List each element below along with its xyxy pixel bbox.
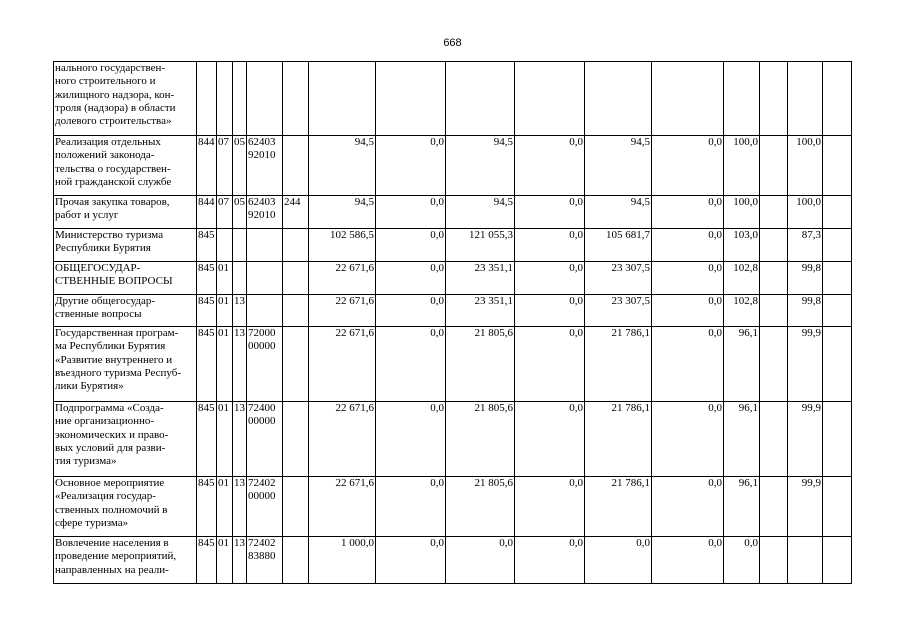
target-article-code: 72402 00000	[247, 477, 283, 537]
grbs-code	[197, 62, 217, 136]
row-name: Прочая закупка товаров, работ и услуг	[54, 196, 197, 229]
row-name: ОБЩЕГОСУДАР- СТВЕННЫЕ ВОПРОСЫ	[54, 262, 197, 295]
target-article-code: 72402 83880	[247, 537, 283, 584]
amount-cell	[585, 62, 652, 136]
subsection-code: 13	[233, 402, 247, 477]
row-name: нального государствен- ного строительного и жилищного надзора, кон- троля (надзора) в области долевого строительства»	[54, 62, 197, 136]
amount-cell: 0,0	[652, 327, 724, 402]
expense-type-code	[283, 402, 309, 477]
expense-type-code	[283, 327, 309, 402]
empty-cell	[760, 327, 788, 402]
amount-cell: 0,0	[652, 196, 724, 229]
amount-cell: 94,5	[309, 136, 376, 196]
row-name: Вовлечение населения в проведение мероприятий, направленных на реали-	[54, 537, 197, 584]
table-row	[54, 327, 852, 402]
empty-cell	[760, 136, 788, 196]
subsection-code	[233, 62, 247, 136]
percent-cell	[788, 537, 823, 584]
amount-cell: 21 786,1	[585, 402, 652, 477]
amount-cell	[376, 62, 446, 136]
amount-cell: 0,0	[652, 136, 724, 196]
section-code	[217, 229, 233, 262]
amount-cell: 22 671,6	[309, 402, 376, 477]
subsection-code	[233, 229, 247, 262]
amount-cell: 0,0	[376, 262, 446, 295]
amount-cell: 23 307,5	[585, 295, 652, 327]
table-row	[54, 262, 852, 295]
empty-cell	[823, 262, 852, 295]
percent-cell: 103,0	[724, 229, 760, 262]
expense-type-code	[283, 537, 309, 584]
section-code: 07	[217, 136, 233, 196]
amount-cell: 21 786,1	[585, 477, 652, 537]
section-code: 01	[217, 402, 233, 477]
amount-cell: 0,0	[515, 327, 585, 402]
target-article-code	[247, 262, 283, 295]
empty-cell	[823, 327, 852, 402]
subsection-code: 13	[233, 477, 247, 537]
amount-cell	[309, 62, 376, 136]
empty-cell	[760, 402, 788, 477]
amount-cell: 0,0	[515, 477, 585, 537]
section-code: 01	[217, 537, 233, 584]
percent-cell: 0,0	[724, 537, 760, 584]
section-code: 01	[217, 477, 233, 537]
expense-type-code	[283, 477, 309, 537]
target-article-code	[247, 62, 283, 136]
percent-cell: 99,9	[788, 477, 823, 537]
section-code: 01	[217, 295, 233, 327]
amount-cell: 0,0	[376, 136, 446, 196]
percent-cell: 100,0	[788, 196, 823, 229]
amount-cell: 0,0	[376, 402, 446, 477]
target-article-code: 72400 00000	[247, 402, 283, 477]
empty-cell	[823, 62, 852, 136]
percent-cell: 99,8	[788, 295, 823, 327]
amount-cell: 0,0	[652, 262, 724, 295]
subsection-code: 13	[233, 295, 247, 327]
amount-cell: 22 671,6	[309, 327, 376, 402]
grbs-code: 845	[197, 229, 217, 262]
amount-cell: 0,0	[652, 537, 724, 584]
amount-cell: 0,0	[376, 295, 446, 327]
amount-cell: 23 351,1	[446, 262, 515, 295]
grbs-code: 845	[197, 477, 217, 537]
target-article-code: 72000 00000	[247, 327, 283, 402]
target-article-code	[247, 295, 283, 327]
amount-cell: 0,0	[515, 262, 585, 295]
percent-cell: 102,8	[724, 262, 760, 295]
percent-cell: 100,0	[788, 136, 823, 196]
section-code: 07	[217, 196, 233, 229]
empty-cell	[823, 229, 852, 262]
amount-cell: 0,0	[585, 537, 652, 584]
target-article-code	[247, 229, 283, 262]
amount-cell: 0,0	[446, 537, 515, 584]
amount-cell: 0,0	[652, 402, 724, 477]
subsection-code: 13	[233, 537, 247, 584]
amount-cell: 102 586,5	[309, 229, 376, 262]
row-name: Подпрограмма «Созда- ние организационно- экономических и право- вых условий для разви- тия туризма»	[54, 402, 197, 477]
table-row	[54, 537, 852, 584]
table-row	[54, 477, 852, 537]
amount-cell: 0,0	[376, 229, 446, 262]
amount-cell: 0,0	[652, 229, 724, 262]
percent-cell: 99,9	[788, 327, 823, 402]
subsection-code: 05	[233, 196, 247, 229]
grbs-code: 845	[197, 402, 217, 477]
empty-cell	[823, 537, 852, 584]
table-row	[54, 402, 852, 477]
amount-cell: 94,5	[585, 196, 652, 229]
table-row	[54, 62, 852, 136]
amount-cell: 21 786,1	[585, 327, 652, 402]
table-row	[54, 196, 852, 229]
section-code	[217, 62, 233, 136]
amount-cell	[446, 62, 515, 136]
budget-table	[53, 61, 852, 584]
amount-cell: 0,0	[376, 477, 446, 537]
row-name: Реализация отдельных положений законода- тельства о государствен- ной гражданской службе	[54, 136, 197, 196]
amount-cell: 0,0	[652, 477, 724, 537]
grbs-code: 845	[197, 262, 217, 295]
empty-cell	[760, 229, 788, 262]
empty-cell	[823, 196, 852, 229]
percent-cell: 87,3	[788, 229, 823, 262]
percent-cell: 96,1	[724, 402, 760, 477]
amount-cell: 0,0	[376, 537, 446, 584]
amount-cell: 0,0	[515, 136, 585, 196]
amount-cell: 0,0	[515, 295, 585, 327]
target-article-code: 62403 92010	[247, 196, 283, 229]
amount-cell	[652, 62, 724, 136]
empty-cell	[823, 295, 852, 327]
amount-cell: 105 681,7	[585, 229, 652, 262]
grbs-code: 844	[197, 136, 217, 196]
table-row	[54, 295, 852, 327]
amount-cell: 0,0	[515, 196, 585, 229]
amount-cell: 0,0	[376, 327, 446, 402]
grbs-code: 844	[197, 196, 217, 229]
empty-cell	[760, 477, 788, 537]
amount-cell: 0,0	[376, 196, 446, 229]
percent-cell: 96,1	[724, 327, 760, 402]
target-article-code: 62403 92010	[247, 136, 283, 196]
empty-cell	[760, 295, 788, 327]
amount-cell: 94,5	[446, 136, 515, 196]
empty-cell	[823, 477, 852, 537]
amount-cell: 22 671,6	[309, 295, 376, 327]
amount-cell: 94,5	[446, 196, 515, 229]
percent-cell: 100,0	[724, 136, 760, 196]
empty-cell	[760, 62, 788, 136]
subsection-code: 13	[233, 327, 247, 402]
amount-cell: 21 805,6	[446, 402, 515, 477]
expense-type-code	[283, 295, 309, 327]
amount-cell: 0,0	[515, 229, 585, 262]
amount-cell: 94,5	[309, 196, 376, 229]
expense-type-code	[283, 229, 309, 262]
expense-type-code	[283, 62, 309, 136]
amount-cell: 21 805,6	[446, 477, 515, 537]
percent-cell: 99,9	[788, 402, 823, 477]
percent-cell	[724, 62, 760, 136]
amount-cell: 22 671,6	[309, 477, 376, 537]
row-name: Министерство туризма Республики Бурятия	[54, 229, 197, 262]
amount-cell: 23 351,1	[446, 295, 515, 327]
section-code: 01	[217, 327, 233, 402]
grbs-code: 845	[197, 295, 217, 327]
amount-cell: 0,0	[652, 295, 724, 327]
empty-cell	[760, 537, 788, 584]
amount-cell: 22 671,6	[309, 262, 376, 295]
section-code: 01	[217, 262, 233, 295]
empty-cell	[823, 136, 852, 196]
row-name: Государственная програм- ма Республики Бурятия «Развитие внутреннего и въездного туризма Респуб- лики Бурятия»	[54, 327, 197, 402]
expense-type-code	[283, 136, 309, 196]
grbs-code: 845	[197, 327, 217, 402]
expense-type-code: 244	[283, 196, 309, 229]
subsection-code: 05	[233, 136, 247, 196]
amount-cell: 23 307,5	[585, 262, 652, 295]
empty-cell	[760, 196, 788, 229]
amount-cell	[515, 62, 585, 136]
amount-cell: 0,0	[515, 537, 585, 584]
amount-cell: 121 055,3	[446, 229, 515, 262]
expense-type-code	[283, 262, 309, 295]
empty-cell	[823, 402, 852, 477]
grbs-code: 845	[197, 537, 217, 584]
table-row	[54, 229, 852, 262]
page-number: 668	[443, 37, 462, 49]
percent-cell: 102,8	[724, 295, 760, 327]
empty-cell	[760, 262, 788, 295]
amount-cell: 21 805,6	[446, 327, 515, 402]
percent-cell	[788, 62, 823, 136]
percent-cell: 99,8	[788, 262, 823, 295]
amount-cell: 94,5	[585, 136, 652, 196]
amount-cell: 0,0	[515, 402, 585, 477]
percent-cell: 96,1	[724, 477, 760, 537]
row-name: Другие общегосудар- ственные вопросы	[54, 295, 197, 327]
row-name: Основное мероприятие «Реализация государ- ственных полномочий в сфере туризма»	[54, 477, 197, 537]
subsection-code	[233, 262, 247, 295]
percent-cell: 100,0	[724, 196, 760, 229]
table-row	[54, 136, 852, 196]
amount-cell: 1 000,0	[309, 537, 376, 584]
